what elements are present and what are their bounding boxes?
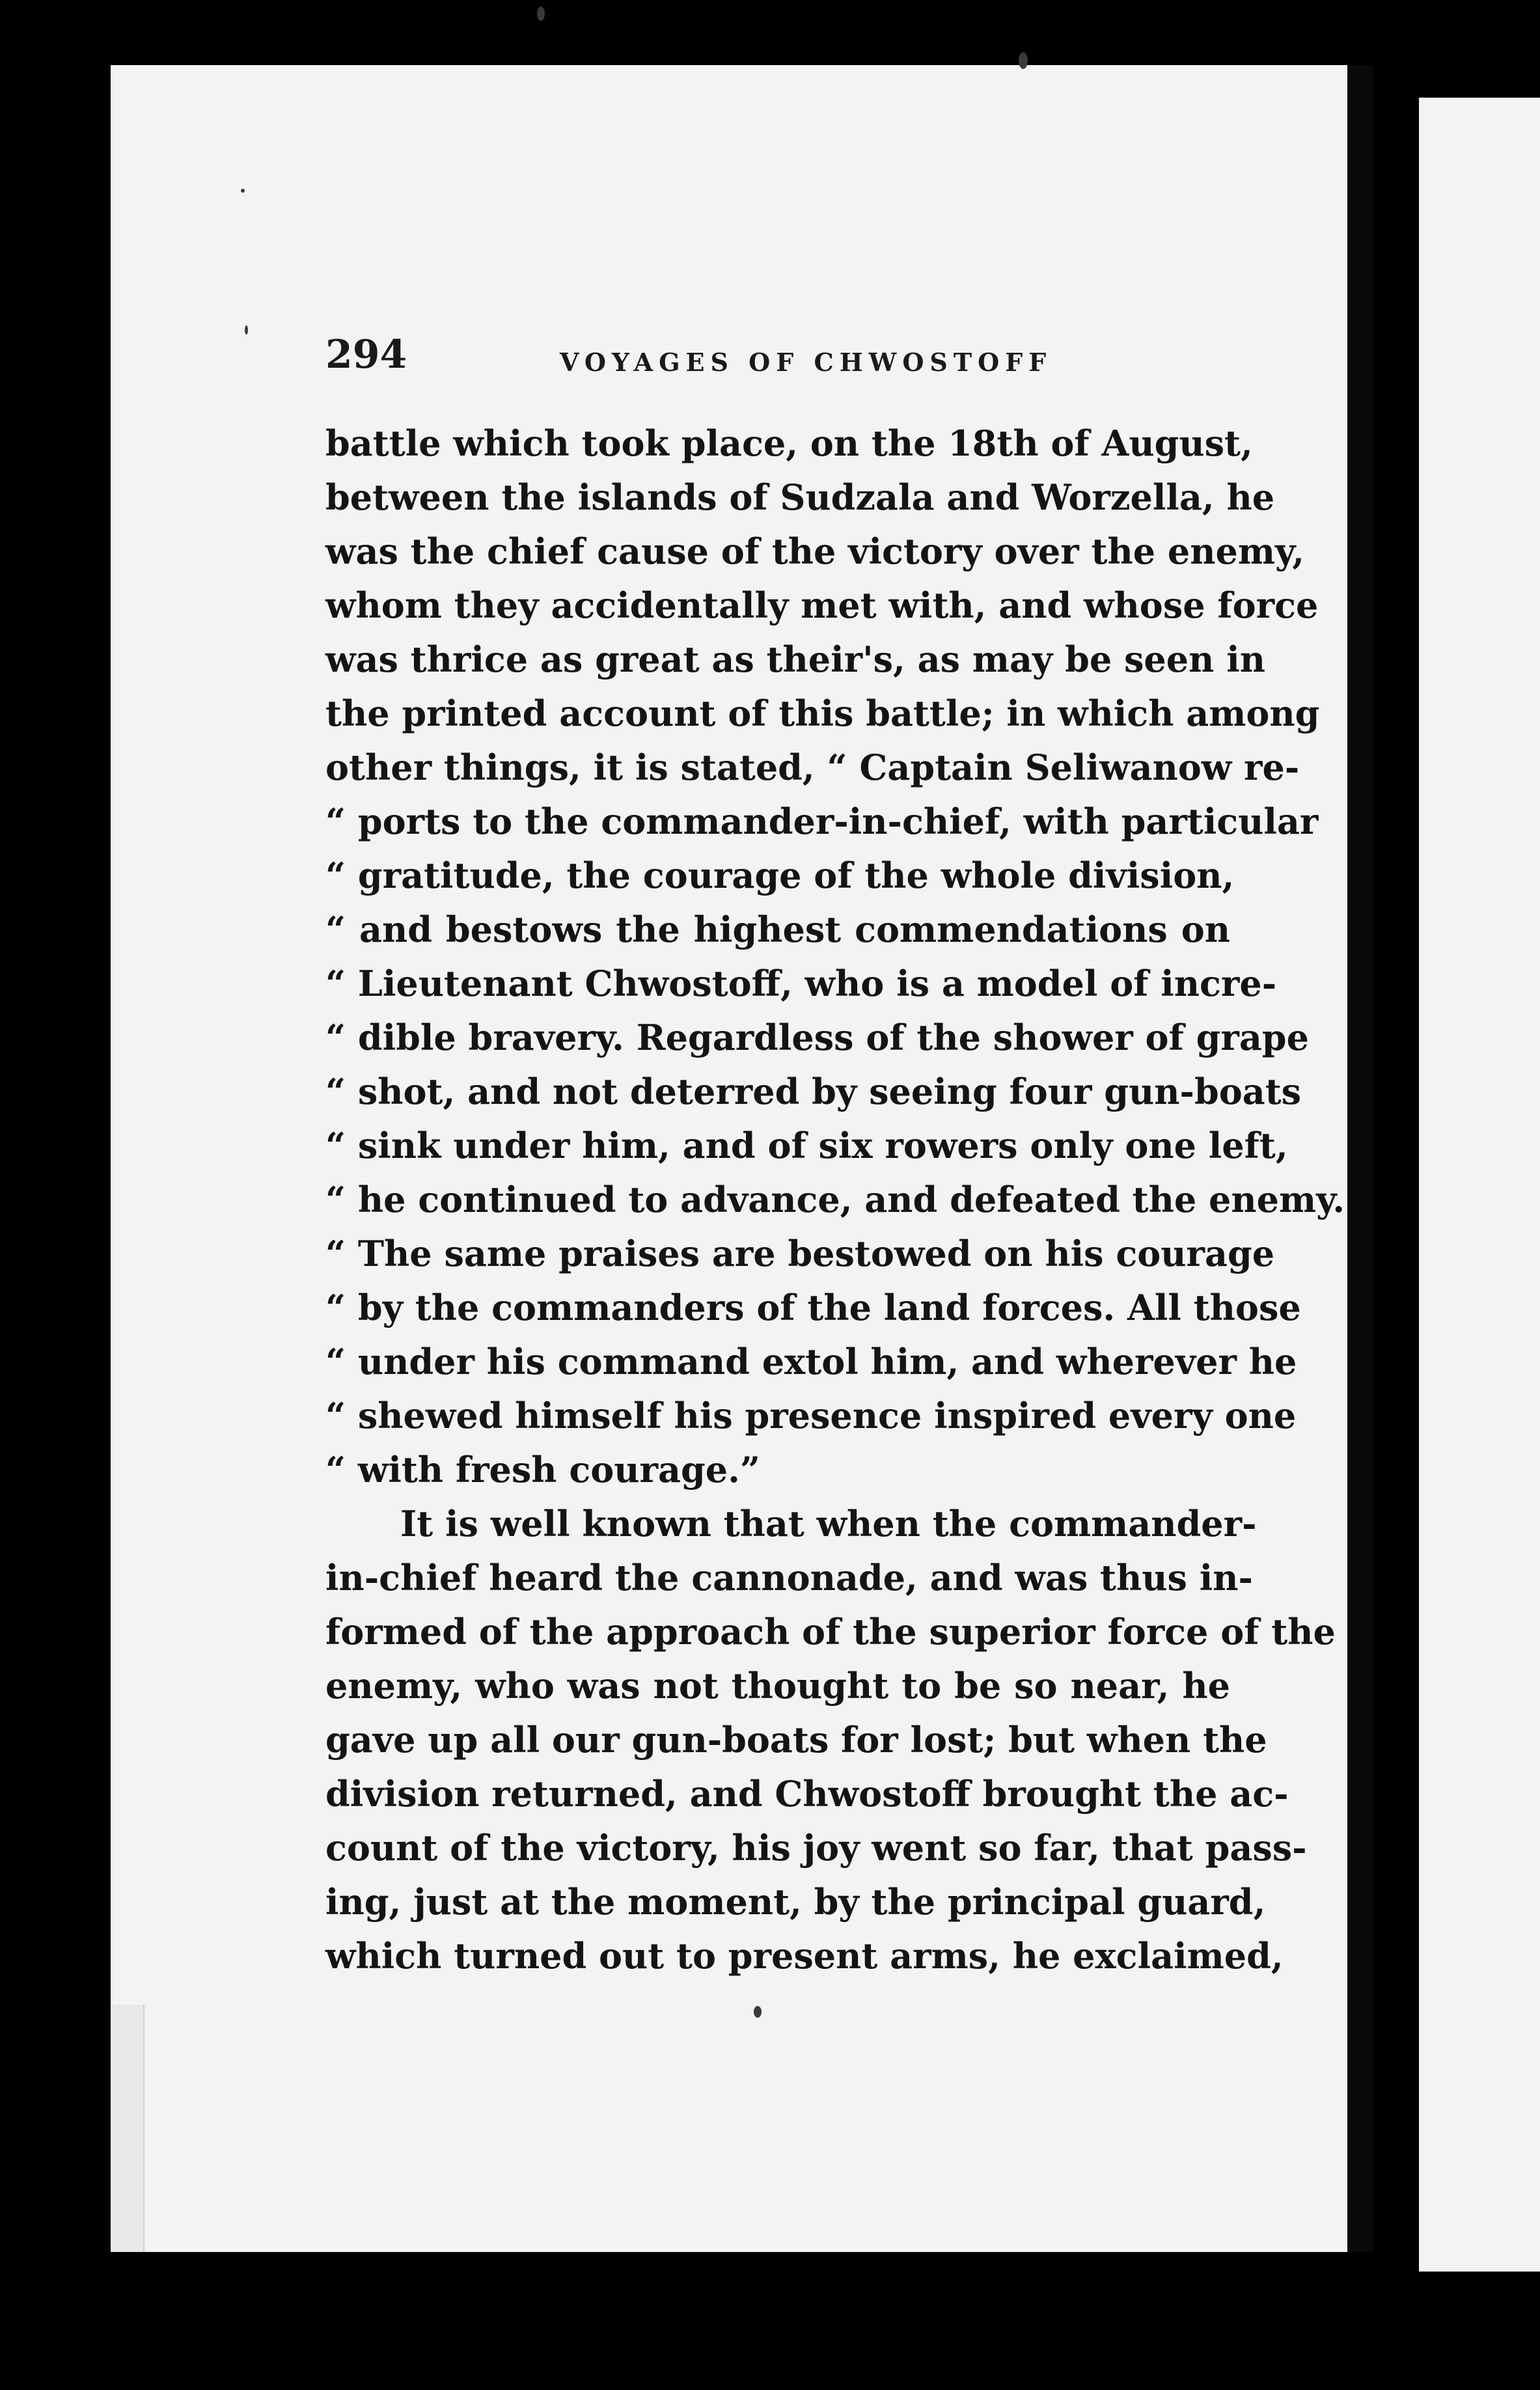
text-line: the printed account of this battle; in which among — [325, 693, 1320, 734]
text-line: division returned, and Chwostoff brought the ac- — [325, 1773, 1289, 1815]
ink-speck — [241, 189, 245, 193]
quote-line: “ shot, and not deterred by seeing four gun-boats — [325, 1071, 1302, 1112]
quote-line: “ sink under him, and of six rowers only one left, — [325, 1125, 1288, 1166]
quote-line: “ under his command extol him, and wherever he — [325, 1341, 1297, 1382]
quote-line: “ Lieutenant Chwostoff, who is a model of incre- — [325, 963, 1277, 1004]
page-edge-shadow — [111, 2005, 144, 2252]
quote-line: “ ports to the commander-in-chief, with particular — [325, 801, 1319, 842]
quote-line: “ gratitude, the courage of the whole division, — [325, 855, 1235, 896]
paragraph-first-line: It is well known that when the commander- — [400, 1503, 1257, 1545]
ink-speck — [245, 325, 248, 335]
text-line: was the chief cause of the victory over the enemy, — [325, 530, 1305, 572]
quote-line-last: “ with fresh courage.” — [325, 1449, 760, 1490]
text-line: which turned out to present arms, he exclaimed, — [325, 1935, 1284, 1977]
ink-speck — [754, 2006, 762, 2018]
text-line: battle which took place, on the 18th of August, — [325, 422, 1253, 464]
text-line: count of the victory, his joy went so far, that pass- — [325, 1827, 1307, 1869]
text-line: between the islands of Sudzala and Worzella, he — [325, 476, 1275, 518]
body-text — [325, 417, 1345, 1983]
quote-line: “ and bestows the highest commendations on — [325, 909, 1230, 950]
facing-page-edge — [1419, 98, 1540, 2272]
text-line: other things, it is stated, “ Captain Seliwanow re- — [325, 747, 1300, 788]
ink-speck — [537, 7, 545, 21]
text-line: formed of the approach of the superior force of the — [325, 1611, 1336, 1653]
text-line: whom they accidentally met with, and whose force — [325, 584, 1319, 626]
running-head: VOYAGES OF CHWOSTOFF — [560, 348, 1052, 377]
text-line: in-chief heard the cannonade, and was thus in- — [325, 1557, 1253, 1599]
page-header — [325, 325, 1230, 384]
page-number: 294 — [325, 332, 407, 378]
text-line: enemy, who was not thought to be so near, he — [325, 1665, 1230, 1707]
text-line: gave up all our gun-boats for lost; but when the — [325, 1719, 1267, 1761]
quote-line: “ by the commanders of the land forces. All those — [325, 1287, 1301, 1328]
ink-speck — [1019, 52, 1028, 69]
gutter-shadow — [1347, 65, 1373, 2252]
text-line: ing, just at the moment, by the principal guard, — [325, 1881, 1266, 1923]
quote-line: “ he continued to advance, and defeated the enemy. — [325, 1179, 1345, 1220]
quote-line: “ The same praises are bestowed on his courage — [325, 1233, 1275, 1274]
quote-line: “ dible bravery. Regardless of the shower of grape — [325, 1017, 1309, 1058]
quote-line: “ shewed himself his presence inspired every one — [325, 1395, 1297, 1436]
text-line: was thrice as great as their's, as may be seen in — [325, 639, 1265, 680]
